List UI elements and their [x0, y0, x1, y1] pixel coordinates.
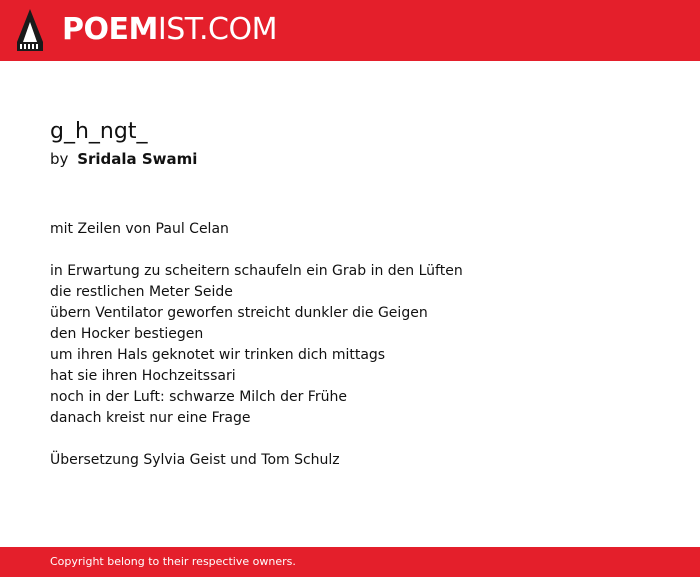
site-logo[interactable] [62, 12, 277, 48]
poem-line: hat sie ihren Hochzeitssari [50, 368, 236, 384]
poem-title: g_h_ngt_ [50, 119, 148, 144]
poem-line [50, 240, 463, 261]
site-footer [0, 547, 700, 577]
byline [50, 149, 197, 169]
by-label: by [50, 150, 69, 168]
logo-light-text: IST.COM [157, 12, 277, 47]
site-header [0, 0, 700, 61]
poem-line: um ihren Hals geknotet wir trinken dich mittags [50, 347, 386, 363]
poem-line: danach kreist nur eine Frage [50, 410, 251, 426]
copyright-text: Copyright belong to their respective owners. [50, 555, 296, 568]
poem-line: den Hocker bestiegen [50, 326, 204, 342]
poem-line: in Erwartung zu scheitern schaufeln ein Grab in den Lüften [50, 263, 463, 279]
poem-line: mit Zeilen von Paul Celan [50, 221, 229, 237]
poem-line: noch in der Luft: schwarze Milch der Frühe [50, 389, 347, 405]
poem-line: Übersetzung Sylvia Geist und Tom Schulz [50, 452, 340, 468]
poem-line: die restlichen Meter Seide [50, 284, 233, 300]
logo-strong-text: POEM [62, 12, 158, 47]
author-name[interactable]: Sridala Swami [77, 150, 198, 168]
poem-body [50, 219, 463, 471]
poem-line: übern Ventilator geworfen streicht dunkler die Geigen [50, 305, 428, 321]
poem-line [50, 429, 463, 450]
pencil-icon[interactable] [17, 9, 43, 51]
